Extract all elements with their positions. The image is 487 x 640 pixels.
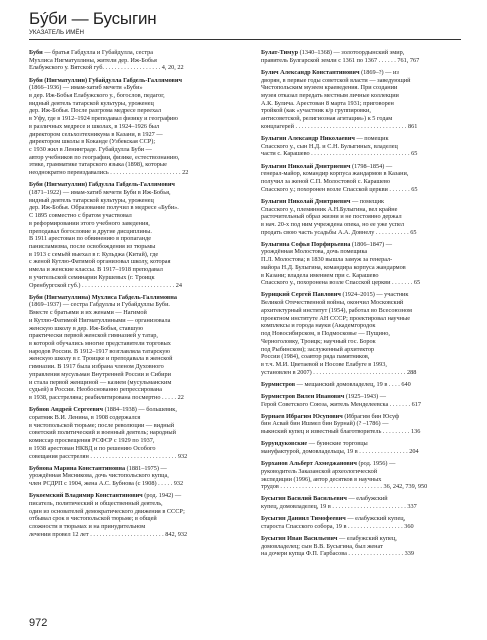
index-entry <box>29 77 229 177</box>
entry-line: дворян, в первые годы советской власти — заведующий <box>261 76 411 84</box>
entry-line: Бурундуковские — буинские торговцы <box>261 440 368 448</box>
left-column <box>29 49 229 543</box>
entry-headword: Бусыгин Иван Васильевич <box>261 535 338 542</box>
entry-line: советский политический и военный деятель; народный <box>29 429 176 437</box>
entry-line: в Казани; владела имением при с. Карашево <box>261 271 379 279</box>
entry-line: в Уфу, где в 1912–1924 преподавал физику и географию <box>29 115 178 123</box>
entry-line: панисламизма, после освобождения из тюрьмы <box>29 243 156 251</box>
entry-headword: Булат-Тимур <box>261 49 299 56</box>
entry-line: и Кутлю-Фатимой Нигматуллиными — организовала <box>29 316 171 324</box>
index-entry <box>261 163 461 194</box>
entry-line: концлагерей . . . . . . . . . . . . . . . . . . . . . . . . . . . . . . . . . . . . 861 <box>261 122 418 130</box>
index-entry <box>261 241 461 287</box>
entry-line: один из основателей демократического движения в СССР; <box>29 507 185 515</box>
entry-line: на дочери купца Ф.П. Гарбасова . . . . . . . . . . . . . . . . . . 339 <box>261 550 415 558</box>
entry-headword: Бусыгин Василий Васильевич <box>261 495 347 503</box>
entry-line: с 1930 жил в Ленинграде. Губайдулла Буби — <box>29 146 152 154</box>
index-entry <box>29 492 229 538</box>
entry-headword: Бубнова Марина Константиновна <box>29 464 126 472</box>
entry-headword: Бубнов Андрей Сергеевич <box>29 406 103 414</box>
entry-line: автор учебников по географии, физике, естествознанию, <box>29 153 180 161</box>
entry-line: женскую школу в г. Троицке и преподавала в женской <box>29 355 173 363</box>
entry-headword: Бурмистров <box>261 380 296 388</box>
index-entry <box>261 198 461 237</box>
entry-headword: Бурмистров Вилен Иванович <box>261 392 345 400</box>
entry-line: практически первой женской гимназией у татар, <box>29 332 158 340</box>
entry-line: Спасского у.; похоронен возле Спасской церкви . . . . . . . 65 <box>261 185 418 193</box>
entry-headword: Буби <box>29 49 43 56</box>
entry-line: в дер. Иж-Бобья Елабужского у., богослов, педагог, <box>29 91 165 99</box>
index-entry <box>29 294 229 402</box>
entry-line: (1866–1936) — имам-хатиб мечети «Буби» <box>29 84 143 92</box>
entry-line: Булич Александр Константинович (1869–?) — из <box>261 68 399 76</box>
entry-line: руководитель Заказанской археологической <box>261 467 378 475</box>
entry-line: под Новосибирском, в Подмосковье — Пущино, <box>261 330 390 338</box>
entry-line: управления мусульман Внутренней России и Сибири <box>29 370 171 378</box>
entry-line: в различных медресе и школах, в 1924–1926 был <box>29 122 160 130</box>
entry-line: дер. Иж-Бобья. После разгрома медресе переехал <box>29 107 161 115</box>
entry-line: староста Спасского собора, 19 в . . . . . . . . . . . . . . . . . . 360 <box>261 522 414 530</box>
entry-line: в которой обучались многие представители торговых <box>29 340 171 348</box>
entry-line: (1869–1937) — сестра Габдуллы и Губайдуллы Буби. <box>29 301 170 309</box>
page-number: 972 <box>29 617 48 629</box>
entry-line: Спасского у., похоронена возле Спасской церкви . . . . . . . 65 <box>261 279 421 287</box>
entry-line: судьей) в России. Необоснованно репрессирована <box>29 386 163 394</box>
entry-line: в учительской семинарии Куршевых (г. Троицк <box>29 273 155 281</box>
entry-line: лечении провел 12 лет . . . . . . . . . . . . . . . . . . . . . . . . 842, 932 <box>29 530 188 538</box>
entry-line: в 1938 арестован НКВД и по решению Особого <box>29 444 156 452</box>
entry-headword: Бусыгин Даниил Тимофеевич <box>261 515 346 523</box>
entry-line: урождённая Мясникова, дочь чистопольского купца, <box>29 472 169 480</box>
entry-line: Бусыгин Даниил Тимофеевич — елабужский купец, <box>261 515 406 523</box>
entry-line: в нач. 20-х под ним учреждена опека, но ее уже успел <box>261 220 405 228</box>
entry-line: А.К. Булича. Арестован 8 марта 1931; приговорен <box>261 99 394 107</box>
entry-headword: Бурханов Альберт Ахмеджанович <box>261 460 357 468</box>
entry-line: Бурханов Альберт Ахмеджанович (род. 1956) — <box>261 460 396 468</box>
entry-line: Бурмистров — мещанский домовладелец, 19 в . . . . 640 <box>261 380 411 388</box>
entry-line: Елабужского у. Вятской губ. . . . . . . . . . . . . . . . . . . 4, 20, 22 <box>29 64 184 72</box>
index-entry <box>261 49 461 64</box>
entry-headword: Бурицкий Сергей Павлович <box>261 291 341 299</box>
entry-line: народов России. В 1912–1917 возглавляла татарскую <box>29 347 170 355</box>
entry-line: в чистопольской тюрьме; после революции — видный <box>29 421 175 429</box>
entry-line: Булыгин Николай Дмитриевич — помещик <box>261 197 385 205</box>
entry-line: с женой Кутлю-Фатимой организовал школу, которая <box>29 258 171 266</box>
entry-line: В 1911 арестован по обвинению в пропаганде <box>29 235 152 243</box>
entry-line: получил за женой С.П. Молостовой с. Карашево <box>261 177 390 185</box>
entry-line: Булыгин Николай Дмитриевич (1798–1854) — <box>261 162 393 170</box>
section-subtitle: УКАЗАТЕЛЬ ИМЁН <box>29 29 84 36</box>
index-entry <box>261 393 461 408</box>
entry-line: генерал-майор, командир корпуса жандармов в Казани, <box>261 170 409 178</box>
entry-line: архитектурный институт (1954), работал во Всесоюзном <box>261 306 412 314</box>
running-header <box>29 10 461 40</box>
entry-headword: Буби (Нигматуллин) Габдулла Габдель-Галлямович <box>29 181 175 189</box>
header-rule <box>29 39 461 40</box>
entry-line: Букоемский Владимир Константинович (род. 1942) — <box>29 492 182 500</box>
entry-line: дер. Иж-Бобья. Образование получил в медресе «Буби». <box>29 204 179 212</box>
entry-line: в 1938, расстреляна; реабилитирована посмертно . . . . . 22 <box>29 394 184 402</box>
index-entry <box>261 291 461 376</box>
entry-line: домовладелец; сын В.В. Бусыгина, был женат <box>261 542 383 550</box>
entry-headword: Букоемский Владимир Константинович <box>29 492 143 500</box>
entry-line: Бурмистров Вилен Иванович (1925–1943) — <box>261 392 386 400</box>
entry-line: С 1895 совместно с братом участвовал <box>29 212 132 220</box>
entry-line: Бурнаев Ибрагим Юсупович (Ибрагим бин Юсуф <box>261 412 400 420</box>
entry-line: (1871–1922) — имам-хатиб мечети Буби в Иж-Бобья, <box>29 189 171 196</box>
entry-line: директором школы в Коканде (Узбекская ССР); <box>29 138 156 146</box>
entry-line: писатель, политический и общественный деятель, <box>29 499 163 507</box>
entry-line: расточительный образ жизни и не постоянно держал <box>261 213 402 221</box>
entry-headword: Бурундуковские <box>261 440 308 448</box>
entry-line: Чистопольским музеем краеведения. При создании <box>261 84 398 92</box>
entry-line: выкнский купец и известный благотворитель . . . . . . . . . 136 <box>261 428 421 436</box>
entry-headword: Булыгина Софья Порфирьевна <box>261 240 351 248</box>
right-column <box>261 49 461 563</box>
entry-line: директором сельхозтехникума в Казани, в 1927 — <box>29 130 163 138</box>
entry-line: России (1984), соавтор ряда памятников, <box>261 353 370 361</box>
index-entry <box>261 69 461 131</box>
index-entry <box>29 465 229 488</box>
index-entry <box>261 440 461 455</box>
entry-line <box>29 77 229 85</box>
entry-line: Оренбургской губ.) . . . . . . . . . . . . . . . . . . . . . . . . . . . . . . 24 <box>29 281 183 289</box>
entry-line: Булыгин Александр Николаевич — помещик <box>261 134 389 142</box>
entry-line: комиссар просвещения РСФСР с 1929 по 1937, <box>29 437 155 445</box>
entry-headword: Булич Александр Константинович <box>261 68 360 76</box>
entry-line: правитель Булгарской земли с 1361 по 1367 . . . . . . 761, 767 <box>261 56 420 64</box>
entry-line: музея отказал передать местным личные коллекции <box>261 91 399 99</box>
entry-line: гимназии. В 1917 была избрана членом Духовного <box>29 363 164 371</box>
entry-line: трудов . . . . . . . . . . . . . . . . . . . . . . . . . . . . . . . . . 36, 242, 739, 950 <box>261 483 428 491</box>
entry-line: Черноголовку, Троицк; научный гос. Борок <box>261 337 376 345</box>
entry-line: этике, грамматике татарского языка (1898), которые <box>29 161 167 169</box>
entry-headword: Буби (Нигматуллин) Губайдулла Габдель-Галлямович <box>29 76 183 84</box>
entry-line: видный деятель татарской культуры, уроженец <box>29 99 154 107</box>
entry-line: Бурицкий Сергей Павлович (1924–2015) — участник <box>261 291 409 299</box>
entry-line: части с. Карашево . . . . . . . . . . . . . . . . . . . . . . . . . . . . . . . . 65 <box>261 150 418 158</box>
entry-line: Булыгина Софья Порфирьевна (1806–1847) — <box>261 240 392 248</box>
entry-line: Мухлиса Нигматуллины, жители дер. Иж-Бобья <box>29 56 157 64</box>
entry-headword: Буби (Нигматуллина) Мухлиса Габдель-Галлямовна <box>29 293 178 301</box>
entry-line: Бусыгин Василий Васильевич — елабужский <box>261 495 388 503</box>
entry-line: имела и женские классы. В 1917–1918 преподавал <box>29 266 163 274</box>
entry-headword: Булыгин Александр Николаевич <box>261 134 355 142</box>
index-entry <box>261 381 461 389</box>
entry-line: антисоветской, религиозная агитация») к 5 годам <box>261 115 393 123</box>
entry-line: Спасского у., племянник А.Н.Булыгина, вел крайне <box>261 205 398 213</box>
entry-headword: Бурнаев Ибрагим Юсупович <box>261 412 343 420</box>
entry-line: Герой Советского Союза, житель Менделеевска . . . . . . . 617 <box>261 400 422 408</box>
index-entry <box>261 413 461 436</box>
entry-headword: Булыгин Николай Дмитриевич <box>261 162 351 170</box>
entry-line: соратник В.И. Ленина, в 1908 содержался <box>29 413 141 421</box>
entry-line: установлен в 2007) . . . . . . . . . . . . . . . . . . . . . . . . . . . . . . 288 <box>261 368 417 376</box>
entry-line: проектном институте АН СССР; проектировал научные <box>261 314 410 322</box>
entry-line: Бубнов Андрей Сергеевич (1884–1938) — большевик, <box>29 406 177 414</box>
entry-line: комплексы и города науки (Академгородок <box>261 322 376 330</box>
entry-line: в т.ч. М.И. Цветаевой и Носове Елабуге в 1993, <box>261 360 387 368</box>
index-entry <box>261 535 461 558</box>
entry-line <box>29 181 229 189</box>
index-entry <box>261 515 461 530</box>
entry-line: купец, домовладелец, 19 в . . . . . . . . . . . . . . . . . . . . . . . . 337 <box>261 503 417 511</box>
entry-line: мануфактурой, домовладельцы, 19 в . . . . . . . . . . . . . . . . 204 <box>261 447 419 455</box>
entry-line: бин Асвай бин Ишмел бин Бурнай) (? –1786) — <box>261 420 389 428</box>
entry-line: в 1913 с семьёй выехал в г. Кульджа (Китай), где <box>29 250 159 258</box>
entry-line: неоднократно переиздавались . . . . . . . . . . . . . . . . . . . . . . . 22 <box>29 169 189 177</box>
entry-line: тройкой (как «участник к/р группировки, <box>261 107 371 115</box>
entry-line: сложности в тюрьмах и на принудительном <box>29 523 146 531</box>
entry-line: женскую школу в дер. Иж-Бобья, ставшую <box>29 324 144 332</box>
page-title: Бýби — Бусыгин <box>29 9 157 28</box>
entry-line: Бубнова Марина Константиновна (1881–1975) — <box>29 464 167 472</box>
index-entry <box>29 181 229 289</box>
entry-line: экспедиции (1996), автор десятков в научных <box>261 475 382 483</box>
entry-headword: Булыгин Николай Дмитриевич <box>261 197 351 205</box>
entry-line: Буби — братья Габдулла и Губайдулла, сестра <box>29 49 153 56</box>
index-entry <box>261 460 461 491</box>
entry-line: урождённая Молостова, дочь помещика <box>261 248 368 256</box>
entry-line: под Рыбинском); заслуженный архитектор <box>261 345 375 353</box>
index-entry <box>29 406 229 460</box>
entry-line: член РСДРП с 1904, жена А.С. Бубнова (с 1908) . . . . . 932 <box>29 480 184 488</box>
entry-line: отбывал срок в чистопольской тюрьме; в общей <box>29 515 157 523</box>
index-entry <box>29 49 229 72</box>
entry-line: и стала первой женщиной — казием (мусульманским <box>29 378 172 386</box>
entry-line <box>29 294 229 302</box>
entry-line: продать свою часть усадьбы А.А. Довнелу . . . . . . . . . . . 65 <box>261 228 417 236</box>
index-entry <box>261 135 461 158</box>
entry-line: майора Н.Д. Булыгина, командира корпуса жандармов <box>261 263 406 271</box>
entry-line: в реформировании этого учебного заведения, <box>29 219 150 227</box>
entry-line: Вместе с братьями и их женами — Нагимой <box>29 309 147 317</box>
entry-line: П.Л. Молостова; в 1830 вышла замуж за генерал- <box>261 256 393 264</box>
entry-line: видный деятель татарской культуры, уроженец <box>29 196 154 204</box>
entry-line: совещания расстрелян . . . . . . . . . . . . . . . . . . . . . . . . . . . . 932 <box>29 452 188 460</box>
index-entry <box>261 495 461 510</box>
entry-line: Спасского у., сын Н.Д. и С.Н. Булыгиных, владелец <box>261 142 398 150</box>
entry-line: преподавал богословие и другие дисциплины. <box>29 227 152 235</box>
entry-line: Великой Отечественной войны, окончил Московский <box>261 299 404 307</box>
entry-line: Булат-Тимур (1340–1368) — золотоордынский эмир, <box>261 49 405 56</box>
entry-line: Бусыгин Иван Васильевич — елабужский купец, <box>261 535 397 542</box>
